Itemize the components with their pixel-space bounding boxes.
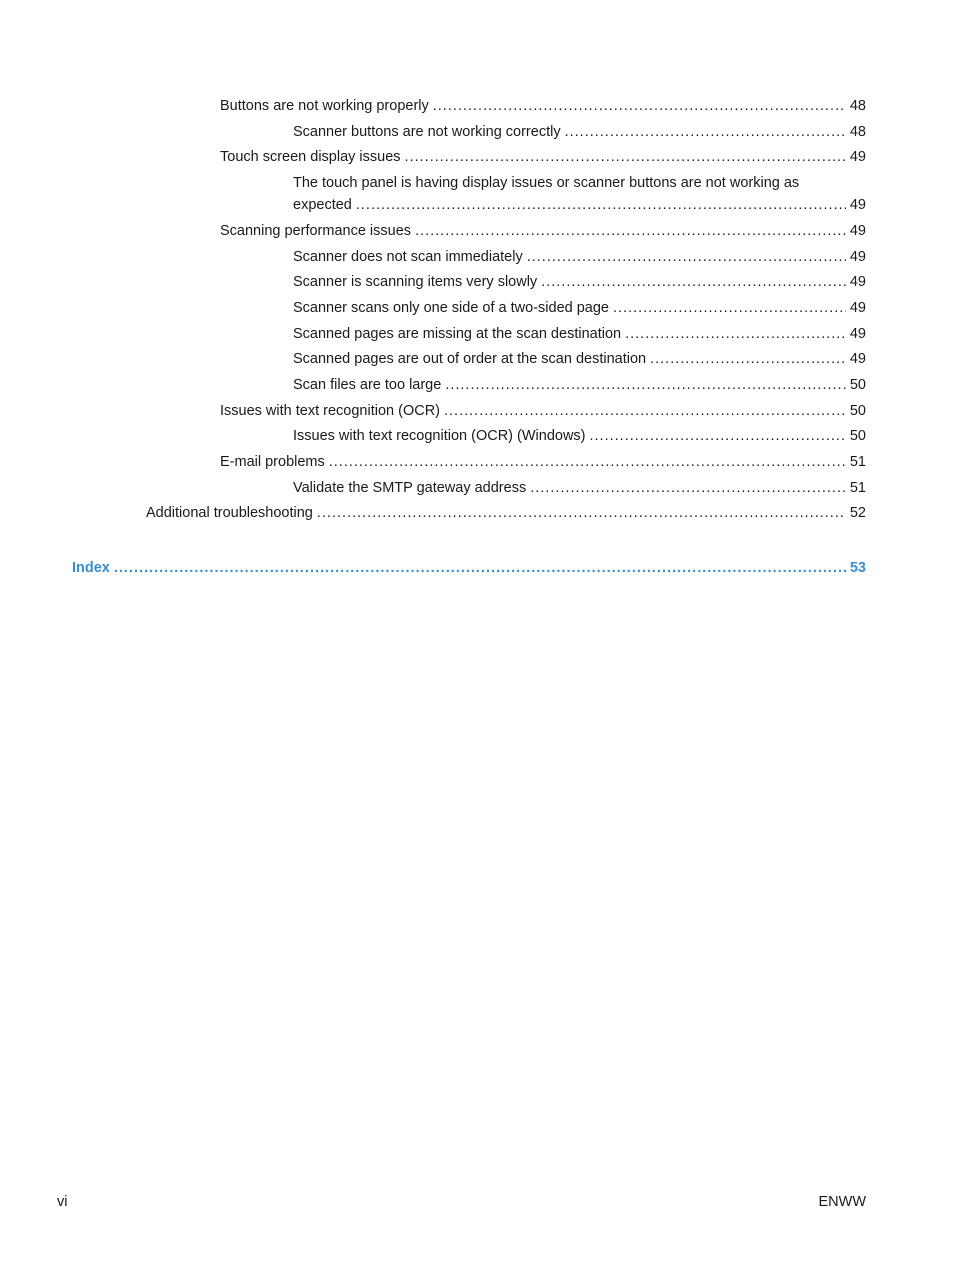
dot-leader <box>444 400 846 422</box>
dot-leader <box>433 95 846 117</box>
dot-leader <box>114 557 846 579</box>
footer-page-number: vi <box>57 1194 68 1210</box>
toc-entry-title: Scanner does not scan immediately <box>293 249 523 265</box>
dot-leader <box>405 146 846 168</box>
toc-entry[interactable] <box>220 400 866 422</box>
toc-entry[interactable] <box>293 425 866 447</box>
footer-doc-code: ENWW <box>818 1194 866 1210</box>
toc-entry[interactable] <box>293 348 866 370</box>
toc-entry-page: 48 <box>849 98 866 114</box>
toc-entry-page: 50 <box>849 428 866 444</box>
toc-entry-page: 49 <box>849 326 866 342</box>
toc-entry-title: E-mail problems <box>220 454 325 470</box>
toc-entry-page: 51 <box>849 480 866 496</box>
toc-index-entry[interactable] <box>72 557 866 579</box>
dot-leader <box>329 451 846 473</box>
toc-entry-title: Scanner is scanning items very slowly <box>293 274 538 290</box>
toc-entry[interactable] <box>293 477 866 499</box>
toc-entry[interactable] <box>146 502 866 524</box>
toc-entry-title: Scanner scans only one side of a two-sided page <box>293 300 609 316</box>
toc-entry[interactable] <box>293 374 866 396</box>
dot-leader <box>317 502 846 524</box>
toc-entry[interactable] <box>220 95 866 117</box>
toc-entry[interactable] <box>220 220 866 242</box>
toc-entry-page: 48 <box>849 124 866 140</box>
dot-leader <box>356 194 846 216</box>
toc-entry-title: Buttons are not working properly <box>220 98 429 114</box>
toc-index-title: Index <box>72 560 110 576</box>
toc-entry-page: 49 <box>849 149 866 165</box>
toc-entry-page: 51 <box>849 454 866 470</box>
toc-entry[interactable] <box>220 146 866 168</box>
toc-entry-page: 50 <box>849 403 866 419</box>
dot-leader <box>625 323 846 345</box>
toc-entry-page: 49 <box>849 197 866 213</box>
toc-entry-title-line1: The touch panel is having display issues or scanner buttons are not working as <box>293 175 800 191</box>
dot-leader <box>415 220 846 242</box>
dot-leader <box>541 271 846 293</box>
toc-entry[interactable] <box>220 451 866 473</box>
toc-entry-title: expected <box>293 197 352 213</box>
toc-entry-title: Issues with text recognition (OCR) <box>220 403 440 419</box>
dot-leader <box>527 246 846 268</box>
toc-entry-title: Issues with text recognition (OCR) (Windows) <box>293 428 586 444</box>
toc-entry-title: Scan files are too large <box>293 377 442 393</box>
toc-entry-title: Scanned pages are out of order at the scan destination <box>293 351 647 367</box>
toc-entry[interactable] <box>293 172 866 216</box>
toc-entry-page: 52 <box>849 505 866 521</box>
toc-entry-page: 49 <box>849 249 866 265</box>
toc-entry[interactable] <box>293 297 866 319</box>
toc-entry-page: 49 <box>849 274 866 290</box>
toc-index-page: 53 <box>849 560 866 576</box>
toc-entry[interactable] <box>293 121 866 143</box>
toc-entry-title: Scanner buttons are not working correctly <box>293 124 561 140</box>
dot-leader <box>445 374 846 396</box>
toc-entry-page: 49 <box>849 351 866 367</box>
toc-entry-title: Additional troubleshooting <box>146 505 313 521</box>
toc-entry[interactable] <box>293 246 866 268</box>
toc-entry[interactable] <box>293 323 866 345</box>
toc-entry-title: Scanned pages are missing at the scan destination <box>293 326 622 342</box>
toc-entry-title: Validate the SMTP gateway address <box>293 480 527 496</box>
toc-entry-page: 49 <box>849 300 866 316</box>
toc-entry-title: Scanning performance issues <box>220 223 412 239</box>
dot-leader <box>613 297 846 319</box>
toc-entry[interactable] <box>293 271 866 293</box>
toc-entry-page: 49 <box>849 223 866 239</box>
dot-leader <box>590 425 846 447</box>
toc-entry-title: Touch screen display issues <box>220 149 401 165</box>
dot-leader <box>530 477 846 499</box>
dot-leader <box>565 121 846 143</box>
toc-entry-page: 50 <box>849 377 866 393</box>
dot-leader <box>650 348 846 370</box>
